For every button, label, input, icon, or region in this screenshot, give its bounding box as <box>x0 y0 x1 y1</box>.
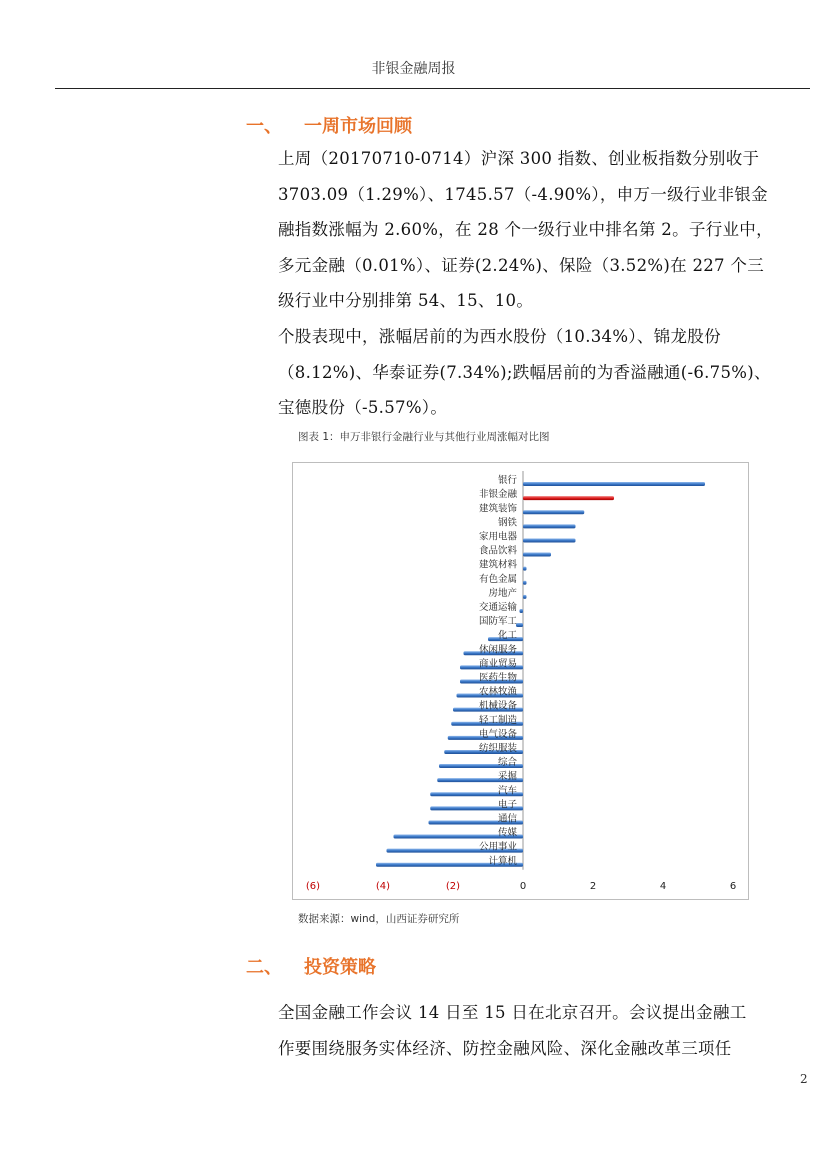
section-title: 一周市场回顾 <box>304 116 412 137</box>
category-label: 通信 <box>497 813 517 825</box>
category-label: 公用事业 <box>478 841 517 853</box>
category-label: 非银金融 <box>478 489 517 501</box>
category-label: 汽车 <box>497 785 517 797</box>
category-label: 休闲服务 <box>478 644 517 656</box>
category-label: 国防军工 <box>478 616 517 628</box>
x-tick-label: (4) <box>375 881 391 892</box>
bar-industry <box>516 623 523 627</box>
category-label: 食品饮料 <box>478 545 517 557</box>
bar-chart-svg <box>293 463 748 899</box>
category-label: 轻工制造 <box>478 714 517 726</box>
header-divider <box>55 88 810 89</box>
bar-industry <box>523 524 576 528</box>
bar-industry <box>523 482 705 486</box>
category-label: 机械设备 <box>478 700 517 712</box>
bar-highlight <box>523 496 614 500</box>
category-label: 电气设备 <box>478 728 517 740</box>
category-label: 化工 <box>497 630 517 642</box>
bar-industry <box>523 581 527 585</box>
paragraph-line: 融指数涨幅为 2.60%，在 28 个一级行业中排名第 2。子行业中， <box>278 220 773 239</box>
section-title: 投资策略 <box>304 957 376 978</box>
section-heading-market-review <box>246 112 412 138</box>
investment-strategy-paragraph <box>278 995 810 1066</box>
x-tick-label: 0 <box>519 881 527 892</box>
category-label: 商业贸易 <box>478 658 517 670</box>
paragraph-line: 宝德股份（-5.57%）。 <box>278 398 448 417</box>
category-label: 钢铁 <box>497 517 517 529</box>
paragraph-line: 多元金融（0.01%）、证券(2.24%)、保险（3.52%)在 227 个三 <box>278 255 764 275</box>
stock-performance-paragraph <box>278 319 810 426</box>
figure-caption: 图表 1：申万非银行金融行业与其他行业周涨幅对比图 <box>298 431 550 443</box>
page-number: 2 <box>800 1072 808 1086</box>
paragraph-line: 3703.09（1.29%）、1745.57（-4.90%），申万一级行业非银金 <box>278 184 768 204</box>
bar-industry <box>523 553 551 557</box>
paragraph-line: 全国金融工作会议 14 日至 15 日在北京召开。会议提出金融工 <box>278 1003 747 1022</box>
bar-industry <box>520 609 524 613</box>
x-tick-label: (6) <box>305 881 321 892</box>
section-heading-investment-strategy <box>246 953 376 979</box>
paragraph-line: 个股表现中，涨幅居前的为西水股份（10.34%）、锦龙股份 <box>278 327 721 346</box>
bar-industry <box>523 567 527 571</box>
category-label: 建筑材料 <box>478 559 517 571</box>
bar-industry <box>523 595 527 599</box>
category-label: 有色金属 <box>478 573 517 585</box>
category-label: 电子 <box>497 799 517 811</box>
section-number: 二、 <box>246 957 282 978</box>
category-label: 采掘 <box>497 771 517 783</box>
figure-source: 数据来源：wind，山西证券研究所 <box>298 913 460 925</box>
category-label: 传媒 <box>497 827 517 839</box>
category-label: 纺织服装 <box>478 742 517 754</box>
category-label: 房地产 <box>488 587 517 599</box>
x-tick-label: (2) <box>445 881 461 892</box>
paragraph-line: 上周（20170710-0714）沪深 300 指数、创业板指数分别收于 <box>278 149 760 168</box>
running-header-title: 非银金融周报 <box>371 61 456 77</box>
category-label: 交通运输 <box>478 601 517 613</box>
category-label: 银行 <box>497 475 517 487</box>
x-tick-label: 2 <box>589 881 597 892</box>
bar-industry <box>523 538 576 542</box>
bar-industry <box>523 510 584 514</box>
category-label: 农林牧渔 <box>478 686 517 698</box>
industry-return-chart <box>292 462 749 900</box>
paragraph-line: 级行业中分别排第 54、15、10。 <box>278 291 534 310</box>
paragraph-line: （8.12%)、华泰证券(7.34%);跌幅居前的为香溢融通(-6.75%)、 <box>278 362 771 382</box>
x-tick-label: 4 <box>659 881 667 892</box>
x-tick-label: 6 <box>729 881 737 892</box>
category-label: 综合 <box>497 757 517 769</box>
paragraph-line: 作要围绕服务实体经济、防控金融风险、深化金融改革三项任 <box>278 1038 732 1058</box>
market-review-paragraph <box>278 141 810 319</box>
section-number: 一、 <box>246 116 282 137</box>
category-label: 医药生物 <box>478 672 517 684</box>
category-label: 计算机 <box>488 855 517 867</box>
category-label: 建筑装饰 <box>478 503 517 515</box>
category-label: 家用电器 <box>478 531 517 543</box>
